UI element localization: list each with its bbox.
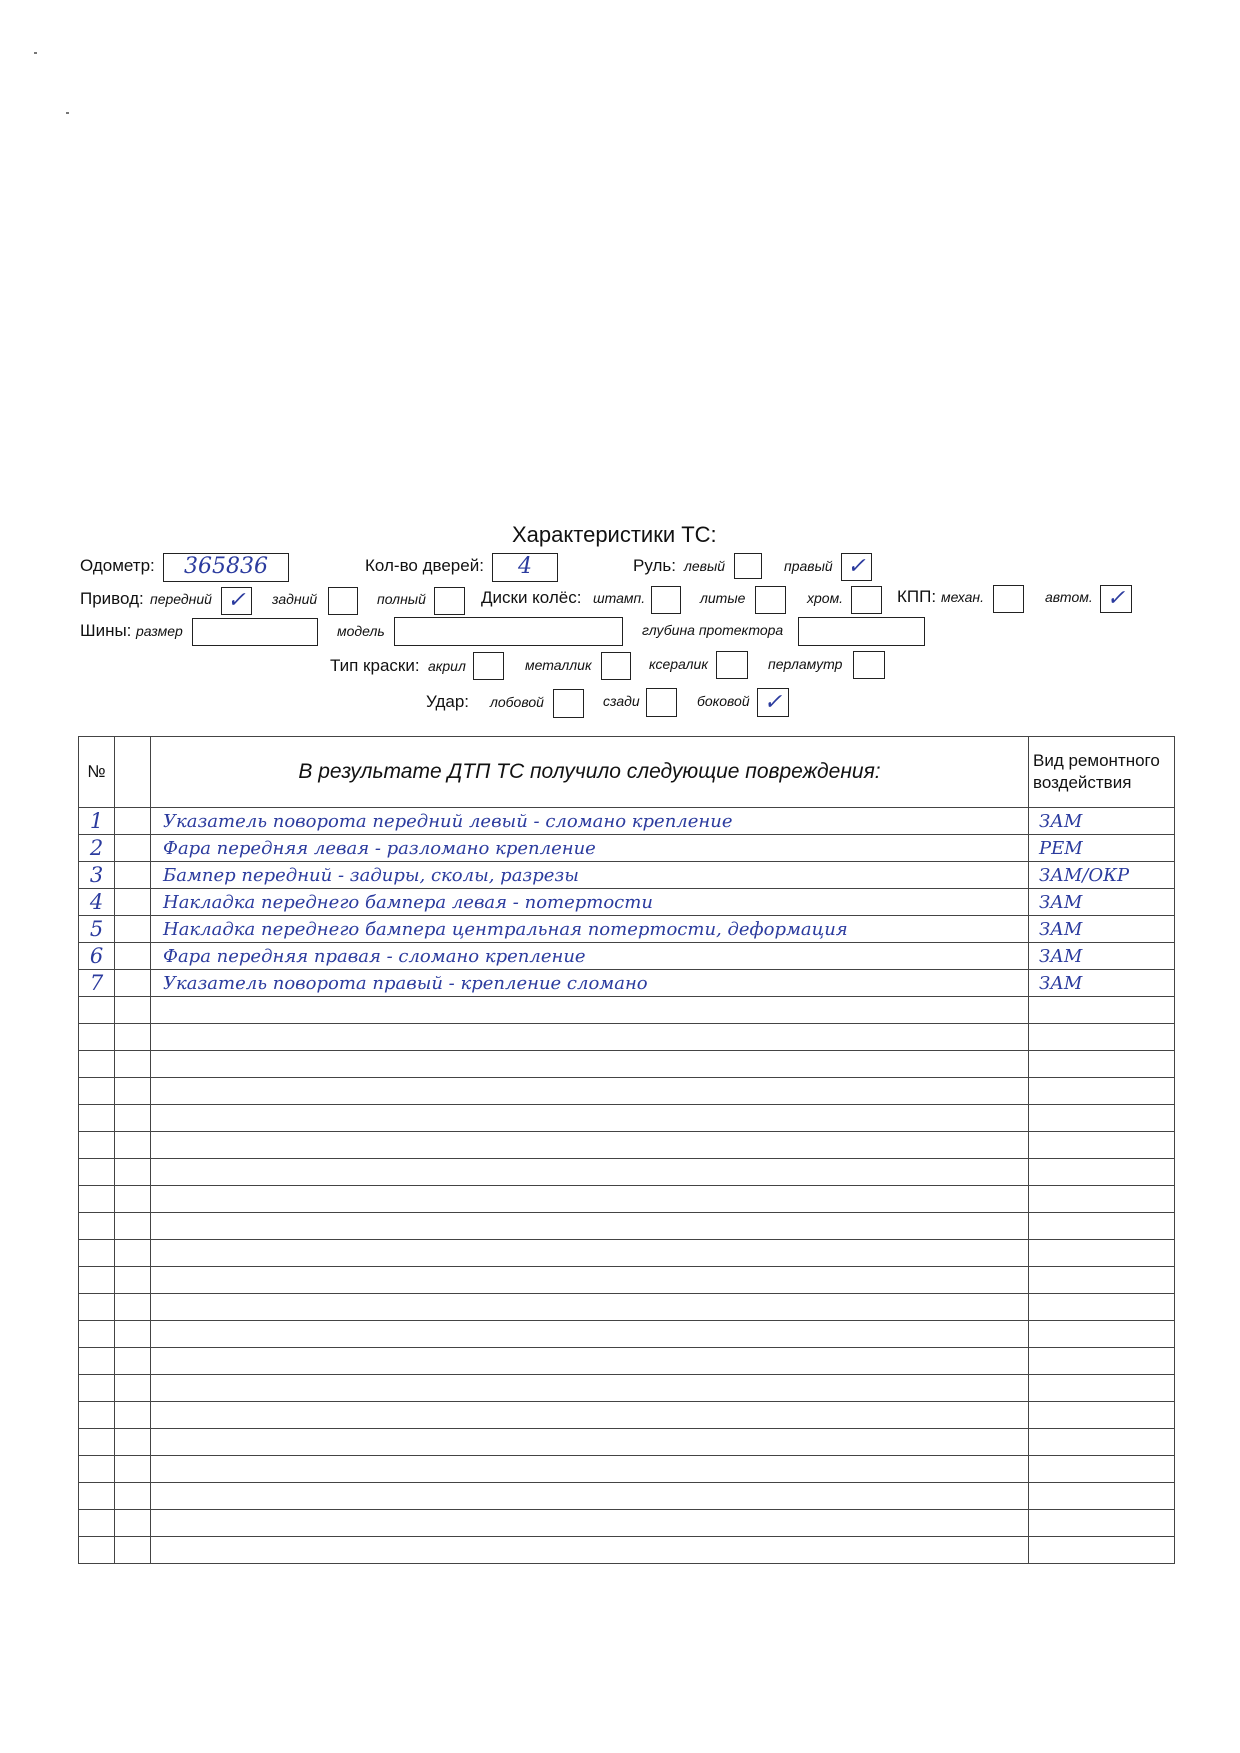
row-damage[interactable]	[151, 1537, 1029, 1564]
row-repair-kind[interactable]	[1029, 1267, 1175, 1294]
table-row	[79, 943, 1175, 970]
table-row-empty	[79, 1078, 1175, 1105]
row-repair-kind[interactable]: ЗАМ	[1029, 970, 1175, 997]
row-number	[79, 1105, 115, 1132]
row-spacer	[115, 1078, 151, 1105]
impact-label: Удар:	[426, 692, 470, 711]
row-repair-kind[interactable]: ЗАМ	[1029, 808, 1175, 835]
table-row-empty	[79, 997, 1175, 1024]
row-spacer	[115, 835, 151, 862]
row-spacer	[115, 1267, 151, 1294]
row-damage[interactable]	[151, 1348, 1029, 1375]
table-row-empty	[79, 1456, 1175, 1483]
table-row-empty	[79, 1402, 1175, 1429]
steering-right-checkbox[interactable]	[841, 553, 872, 581]
row-number: 2	[79, 835, 115, 862]
row-number: 7	[79, 970, 115, 997]
row-number	[79, 1537, 115, 1564]
row-damage[interactable]: Фара передняя правая - сломано крепление	[151, 943, 1029, 970]
table-row-empty	[79, 1105, 1175, 1132]
odometer-value: 365836	[184, 554, 268, 579]
row-spacer	[115, 1510, 151, 1537]
steering-left-checkbox[interactable]	[734, 553, 762, 579]
odometer-field[interactable]	[163, 553, 289, 582]
row-repair-kind[interactable]	[1029, 1186, 1175, 1213]
row-spacer	[115, 1537, 151, 1564]
row-damage[interactable]	[151, 1321, 1029, 1348]
row-spacer	[115, 1402, 151, 1429]
steering-right-label: правый	[784, 558, 833, 574]
drive-front-checkbox[interactable]	[221, 587, 252, 615]
drive-front-check-mark: ✓	[227, 589, 246, 613]
table-row	[79, 808, 1175, 835]
row-damage[interactable]	[151, 1159, 1029, 1186]
row-damage[interactable]	[151, 1483, 1029, 1510]
table-row-empty	[79, 1267, 1175, 1294]
paint-label: Тип краски:	[330, 656, 420, 675]
row-number: 5	[79, 916, 115, 943]
row-spacer	[115, 970, 151, 997]
row-repair-kind[interactable]	[1029, 1294, 1175, 1321]
row-damage[interactable]	[151, 1402, 1029, 1429]
row-damage[interactable]: Накладка переднего бампера левая - потертости	[151, 889, 1029, 916]
scan-speck-1	[34, 52, 37, 54]
odometer-label: Одометр:	[80, 556, 155, 575]
table-row-empty	[79, 1483, 1175, 1510]
row-repair-kind[interactable]	[1029, 1159, 1175, 1186]
row-spacer	[115, 1456, 151, 1483]
table-row-empty	[79, 1375, 1175, 1402]
drive-full-checkbox[interactable]	[434, 587, 465, 615]
row-number	[79, 1132, 115, 1159]
tires-size-label: размер	[136, 623, 183, 639]
tires-size-field[interactable]	[192, 618, 318, 646]
header-number: №	[79, 737, 115, 808]
row-number	[79, 1483, 115, 1510]
row-spacer	[115, 943, 151, 970]
row-repair-kind[interactable]	[1029, 1537, 1175, 1564]
wheels-stamped-checkbox[interactable]	[651, 586, 681, 614]
row-repair-kind[interactable]	[1029, 1483, 1175, 1510]
row-number	[79, 1051, 115, 1078]
gearbox-label: КПП:	[897, 587, 937, 606]
row-damage[interactable]	[151, 1267, 1029, 1294]
row-number	[79, 1024, 115, 1051]
row-damage[interactable]	[151, 1456, 1029, 1483]
row-spacer	[115, 1348, 151, 1375]
table-row-empty	[79, 1213, 1175, 1240]
row-repair-kind[interactable]: ЗАМ/ОКР	[1029, 862, 1175, 889]
row-number: 6	[79, 943, 115, 970]
wheels-label: Диски колёс:	[481, 588, 582, 607]
form-title: Характеристики ТС:	[512, 522, 717, 547]
paint-pearl-checkbox[interactable]	[853, 651, 885, 679]
doors-label: Кол-во дверей:	[365, 556, 484, 575]
table-row-empty	[79, 1429, 1175, 1456]
row-number	[79, 1078, 115, 1105]
steering-label: Руль:	[633, 556, 676, 575]
row-repair-kind[interactable]	[1029, 1321, 1175, 1348]
row-number	[79, 1348, 115, 1375]
row-number	[79, 1321, 115, 1348]
paint-metallic-label: металлик	[525, 657, 592, 673]
row-damage[interactable]	[151, 1105, 1029, 1132]
row-damage[interactable]	[151, 1132, 1029, 1159]
paint-xirallic-checkbox[interactable]	[716, 651, 748, 679]
impact-frontal-label: лобовой	[490, 694, 544, 710]
row-damage[interactable]	[151, 1051, 1029, 1078]
table-row	[79, 916, 1175, 943]
row-number: 1	[79, 808, 115, 835]
row-number	[79, 1510, 115, 1537]
row-spacer	[115, 1024, 151, 1051]
row-damage[interactable]	[151, 1510, 1029, 1537]
table-row-empty	[79, 1294, 1175, 1321]
row-damage[interactable]: Указатель поворота передний левый - сломано крепление	[151, 808, 1029, 835]
row-repair-kind[interactable]	[1029, 1240, 1175, 1267]
impact-rear-checkbox[interactable]	[646, 688, 677, 717]
table-row-empty	[79, 1240, 1175, 1267]
wheels-stamped-label: штамп.	[593, 590, 646, 606]
table-row-empty	[79, 1186, 1175, 1213]
row-spacer	[115, 1051, 151, 1078]
table-row-empty	[79, 1348, 1175, 1375]
header-damages: В результате ДТП ТС получило следующие повреждения:	[151, 737, 1029, 808]
row-spacer	[115, 1429, 151, 1456]
table-row-empty	[79, 1159, 1175, 1186]
wheels-alloy-checkbox[interactable]	[755, 586, 786, 614]
tires-model-label: модель	[337, 623, 385, 639]
row-damage[interactable]	[151, 997, 1029, 1024]
table-row	[79, 862, 1175, 889]
row-number	[79, 1294, 115, 1321]
row-damage[interactable]	[151, 1294, 1029, 1321]
row-spacer	[115, 889, 151, 916]
table-row	[79, 889, 1175, 916]
tires-tread-label: глубина протектора	[642, 622, 784, 638]
doors-value: 4	[518, 554, 532, 579]
tires-label: Шины:	[80, 621, 132, 640]
damage-table	[78, 736, 1175, 1564]
drive-label: Привод:	[80, 589, 144, 608]
wheels-chrome-checkbox[interactable]	[851, 586, 882, 614]
row-repair-kind[interactable]	[1029, 1348, 1175, 1375]
table-row-empty	[79, 1537, 1175, 1564]
wheels-chrome-label: хром.	[807, 590, 844, 606]
row-repair-kind[interactable]	[1029, 1132, 1175, 1159]
doors-field[interactable]	[492, 553, 558, 582]
row-repair-kind[interactable]	[1029, 1213, 1175, 1240]
row-number	[79, 1240, 115, 1267]
row-damage[interactable]	[151, 1429, 1029, 1456]
impact-frontal-checkbox[interactable]	[553, 689, 584, 718]
row-damage[interactable]	[151, 1078, 1029, 1105]
row-repair-kind[interactable]: ЗАМ	[1029, 889, 1175, 916]
table-row	[79, 835, 1175, 862]
row-damage[interactable]	[151, 1186, 1029, 1213]
table-row-empty	[79, 1132, 1175, 1159]
row-damage[interactable]	[151, 1240, 1029, 1267]
row-spacer	[115, 1159, 151, 1186]
impact-rear-label: сзади	[603, 693, 640, 709]
paint-acrylic-label: акрил	[428, 658, 466, 674]
scan-speck-2	[66, 112, 69, 114]
row-repair-kind[interactable]	[1029, 1078, 1175, 1105]
row-number	[79, 1375, 115, 1402]
row-spacer	[115, 1375, 151, 1402]
row-number	[79, 1402, 115, 1429]
header-spacer	[115, 737, 151, 808]
row-number	[79, 997, 115, 1024]
tires-model-field[interactable]	[394, 617, 623, 646]
row-spacer	[115, 1186, 151, 1213]
tires-tread-field[interactable]	[798, 617, 925, 646]
row-spacer	[115, 1132, 151, 1159]
impact-side-label: боковой	[697, 693, 750, 709]
drive-rear-label: задний	[272, 591, 318, 607]
steering-right-check-mark: ✓	[847, 555, 866, 579]
row-number: 4	[79, 889, 115, 916]
row-repair-kind[interactable]	[1029, 997, 1175, 1024]
row-number	[79, 1186, 115, 1213]
drive-full-label: полный	[377, 591, 426, 607]
table-row	[79, 970, 1175, 997]
row-spacer	[115, 1321, 151, 1348]
row-number	[79, 1159, 115, 1186]
row-repair-kind[interactable]	[1029, 1024, 1175, 1051]
row-repair-kind[interactable]: ЗАМ	[1029, 916, 1175, 943]
table-row-empty	[79, 1051, 1175, 1078]
paint-acrylic-checkbox[interactable]	[473, 652, 504, 680]
impact-side-checkbox[interactable]	[757, 688, 789, 717]
paint-metallic-checkbox[interactable]	[601, 652, 631, 680]
row-spacer	[115, 808, 151, 835]
row-damage[interactable]: Указатель поворота правый - крепление сломано	[151, 970, 1029, 997]
row-repair-kind[interactable]: РЕМ	[1029, 835, 1175, 862]
header-repair-kind: Вид ремонтного воздействия	[1029, 737, 1175, 808]
row-repair-kind[interactable]	[1029, 1510, 1175, 1537]
row-number	[79, 1267, 115, 1294]
row-repair-kind[interactable]	[1029, 1105, 1175, 1132]
gearbox-auto-label: автом.	[1045, 589, 1093, 605]
row-damage[interactable]: Накладка переднего бампера центральная потертости, деформация	[151, 916, 1029, 943]
row-repair-kind[interactable]	[1029, 1375, 1175, 1402]
impact-side-check-mark: ✓	[763, 691, 783, 715]
paint-pearl-label: перламутр	[768, 656, 843, 672]
wheels-alloy-label: литые	[700, 590, 746, 606]
gearbox-auto-check-mark: ✓	[1106, 587, 1126, 611]
row-damage[interactable]	[151, 1375, 1029, 1402]
row-spacer	[115, 1294, 151, 1321]
steering-left-label: левый	[684, 558, 726, 574]
damage-table-header	[79, 737, 1175, 808]
row-number	[79, 1429, 115, 1456]
row-spacer	[115, 1105, 151, 1132]
row-damage[interactable]	[151, 1024, 1029, 1051]
drive-front-label: передний	[150, 591, 212, 607]
row-spacer	[115, 862, 151, 889]
row-spacer	[115, 1213, 151, 1240]
row-repair-kind[interactable]: ЗАМ	[1029, 943, 1175, 970]
row-number: 3	[79, 862, 115, 889]
row-number	[79, 1213, 115, 1240]
row-damage[interactable]	[151, 1213, 1029, 1240]
row-repair-kind[interactable]	[1029, 1402, 1175, 1429]
row-repair-kind[interactable]	[1029, 1456, 1175, 1483]
gearbox-manual-checkbox[interactable]	[993, 585, 1024, 613]
gearbox-auto-checkbox[interactable]	[1100, 585, 1132, 613]
row-number	[79, 1456, 115, 1483]
drive-rear-checkbox[interactable]	[328, 587, 358, 615]
row-repair-kind[interactable]	[1029, 1051, 1175, 1078]
table-row-empty	[79, 1024, 1175, 1051]
row-damage[interactable]: Фара передняя левая - разломано крепление	[151, 835, 1029, 862]
row-spacer	[115, 997, 151, 1024]
table-row-empty	[79, 1510, 1175, 1537]
gearbox-manual-label: механ.	[941, 589, 984, 605]
row-spacer	[115, 1483, 151, 1510]
row-repair-kind[interactable]	[1029, 1429, 1175, 1456]
paint-xirallic-label: ксералик	[649, 656, 708, 672]
row-spacer	[115, 916, 151, 943]
row-damage[interactable]: Бампер передний - задиры, сколы, разрезы	[151, 862, 1029, 889]
row-spacer	[115, 1240, 151, 1267]
table-row-empty	[79, 1321, 1175, 1348]
